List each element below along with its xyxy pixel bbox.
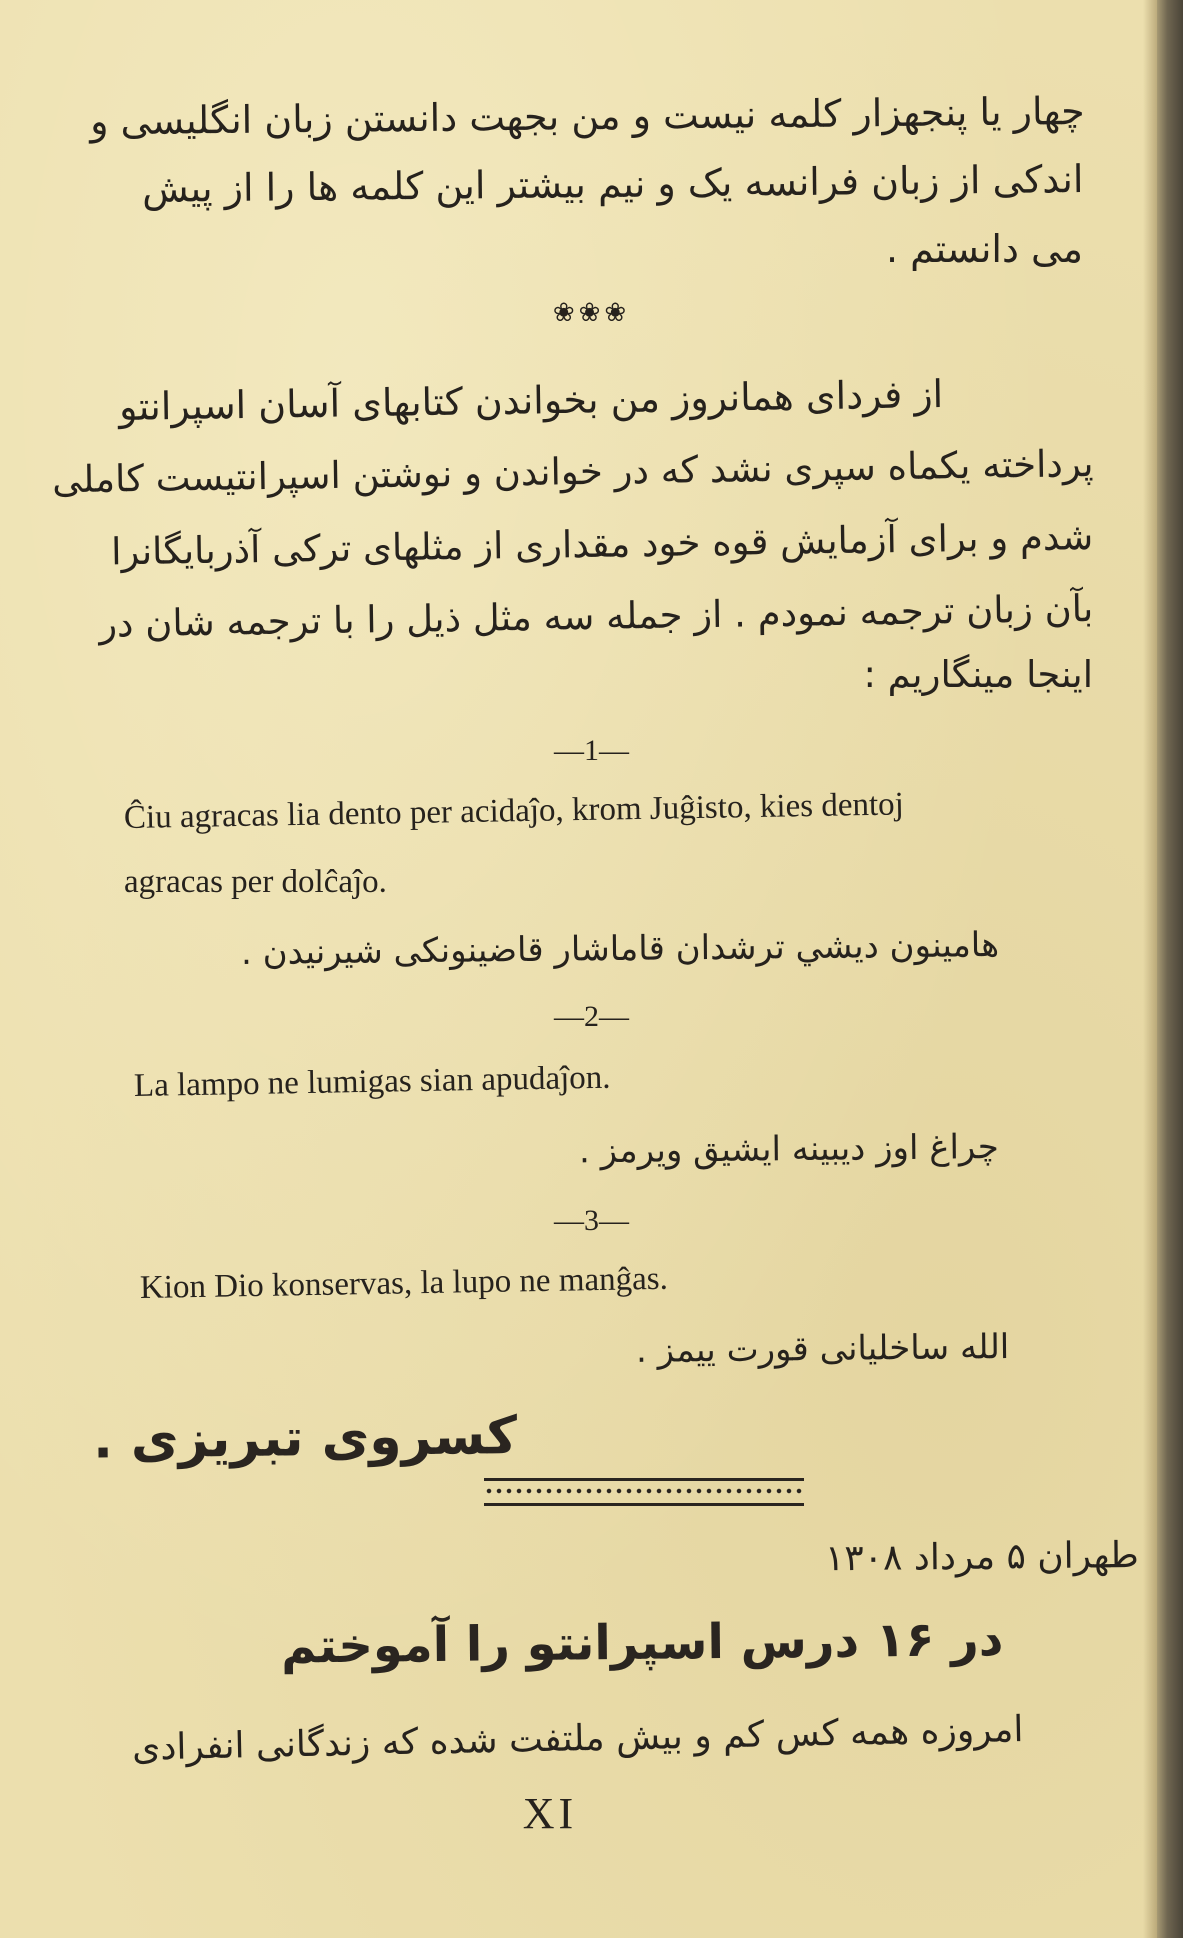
paragraph2-line-4: بآن زبان ترجمه نمودم . از جمله سه مثل ذیل را با ترجمه شان در xyxy=(98,587,1094,646)
proverb-3-label: —3— xyxy=(554,1204,629,1237)
paragraph1-line-2: اندکی از زبان فرانسه یک و نیم بیشتر این کلمه ها را از پیش xyxy=(141,157,1084,211)
proverb-1-esperanto-line-2: agracas per dolĉaĵo. xyxy=(124,864,387,900)
ornamental-divider xyxy=(484,1478,804,1506)
proverb-1-esperanto-line-1: Ĉiu agracas lia dento per acidaĵo, krom Juĝisto, kies dentoj xyxy=(123,786,905,836)
proverb-2-esperanto: La lampo ne lumigas sian apudaĵon. xyxy=(133,1059,611,1104)
paragraph1-line-1: چهار یا پنجهزار کلمه نیست و من بجهت دانستن زبان انگلیسی و xyxy=(90,89,1086,144)
closing-line: امروزه همه کس کم و بیش ملتفت شده که زندگانی انفرادی xyxy=(131,1709,1024,1769)
proverb-1-turkish: هامینون دیشي ترشدان قاماشار قاضینونکی شیرنیدن . xyxy=(240,925,1000,973)
paragraph1-line-3: می دانستم . xyxy=(886,227,1083,271)
paragraph2-line-3: شدم و برای آزمایش قوه خود مقداری از مثلهای ترکی آذربایگانرا xyxy=(110,515,1094,574)
page-binding-edge xyxy=(1157,0,1183,1938)
paragraph2-line-2: پرداخته یکماه سپری نشد که در خواندن و نوشتن اسپرانتیست کاملی xyxy=(51,442,1094,502)
proverb-3-esperanto: Kion Dio konservas, la lupo ne manĝas. xyxy=(139,1260,669,1306)
dateline: طهران ۵ مرداد ۱۳۰۸ xyxy=(825,1535,1140,1580)
section-ornament: ❀❀❀ xyxy=(552,298,631,327)
author-signature: کسروی تبریزی . xyxy=(92,1406,518,1471)
proverb-2-turkish: چراغ اوز دیبینه ایشیق ویرمز . xyxy=(579,1127,1000,1172)
paragraph2-line-1: از فردای همانروز من بخواندن کتابهای آسان اسپرانتو xyxy=(118,372,944,429)
proverb-1-label: —1— xyxy=(554,734,629,767)
proverb-2-label: —2— xyxy=(554,1000,629,1033)
page-gutter-shadow xyxy=(1143,0,1157,1938)
section-heading: در ۱۶ درس اسپرانتو را آموختم xyxy=(280,1611,1004,1675)
proverb-3-turkish: الله ساخلیانی قورت ییمز . xyxy=(635,1327,1010,1371)
page-number: XI xyxy=(522,1789,578,1838)
paragraph2-line-5: اینجا مینگاریم : xyxy=(863,653,1093,696)
